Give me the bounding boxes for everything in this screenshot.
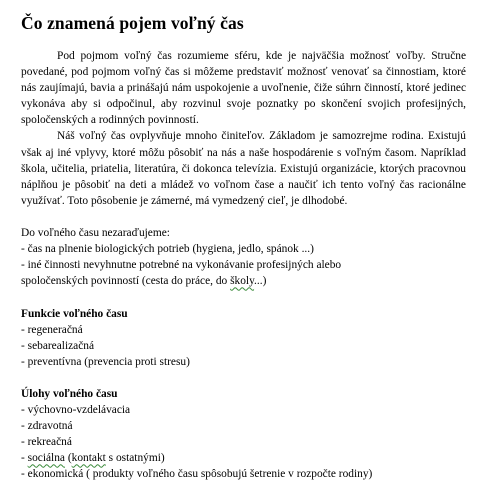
function-item: - preventívna (prevencia proti stresu) bbox=[21, 355, 190, 368]
paragraph-definition: Pod pojmom voľný čas rozumieme sféru, kde je najväčšia možnosť voľby. Stručne povedané, pod pojmom voľný čas si môžeme predstaviť možnosť venovať sa činnostiam, ktoré nás zaujímajú, bavia a prinášajú nám uspokojenie a uvoľnenie, čiže súhrn činností, ktoré jedinec vykonáva aby si odpočinul, aby rozvinul svoje poznatky po skončení svojich profesijných, spoločenských a rodinných povinností. bbox=[21, 50, 466, 127]
function-item: - sebarealizačná bbox=[21, 339, 95, 352]
spellcheck-marked-word: kontakt bbox=[71, 452, 106, 465]
exclusions-intro: Do voľného času nezaraďujeme: bbox=[21, 227, 170, 240]
spellcheck-marked-word: školy bbox=[230, 275, 255, 288]
blank-line bbox=[21, 370, 466, 386]
exclusions-section bbox=[21, 225, 466, 289]
exclusion-item: - čas na plnenie biologických potrieb (hygiena, jedlo, spánok ...) bbox=[21, 243, 314, 256]
task-item: - výchovno-vzdelávacia bbox=[21, 404, 131, 417]
task-item: - ekonomická ( produkty voľného času spôsobujú šetrenie v rozpočte rodiny) bbox=[21, 468, 373, 481]
document-title: Čo znamená pojem voľný čas bbox=[21, 13, 244, 33]
paragraph-influences: Náš voľný čas ovplyvňuje mnoho činiteľov. Základom je samozrejme rodina. Existujú však aj iné vplyvy, ktoré môžu pôsobiť na nás a naše hospodárenie s voľným časom. Napríklad škola, učitelia, priatelia, literatúra, či dokonca televízia. Existujú organizácie, ktorých pracovnou náplňou je pôsobiť na deti a mládež vo voľnom čase a naučiť ich tento voľný čas racionálne využívať. Toto pôsobenie je zámerné, má vymedzený cieľ, je dlhodobé. bbox=[21, 130, 466, 207]
exclusion-item-continuation bbox=[21, 273, 466, 289]
spellcheck-marked-word: sociálna bbox=[27, 452, 65, 465]
text-run: s ostatnými) bbox=[105, 452, 165, 465]
exclusion-item: - iné činnosti nevyhnutne potrebné na vykonávanie profesijných alebo bbox=[21, 259, 342, 272]
document-body bbox=[21, 48, 466, 483]
blank-line bbox=[21, 289, 466, 305]
text-run: ( bbox=[64, 452, 72, 465]
text-run: spoločenských povinností (cesta do práce, do bbox=[21, 275, 231, 288]
task-item: - rekreačná bbox=[21, 436, 72, 449]
text-run: ...) bbox=[254, 275, 267, 288]
function-item: - regeneračná bbox=[21, 323, 83, 336]
blank-line bbox=[21, 209, 466, 225]
functions-section bbox=[21, 306, 466, 370]
tasks-section bbox=[21, 386, 466, 483]
task-item bbox=[21, 450, 466, 466]
tasks-heading: Úlohy voľného času bbox=[21, 387, 118, 400]
task-item: - zdravotná bbox=[21, 420, 73, 433]
text-run: - bbox=[21, 452, 28, 465]
functions-heading: Funkcie voľného času bbox=[21, 307, 128, 320]
